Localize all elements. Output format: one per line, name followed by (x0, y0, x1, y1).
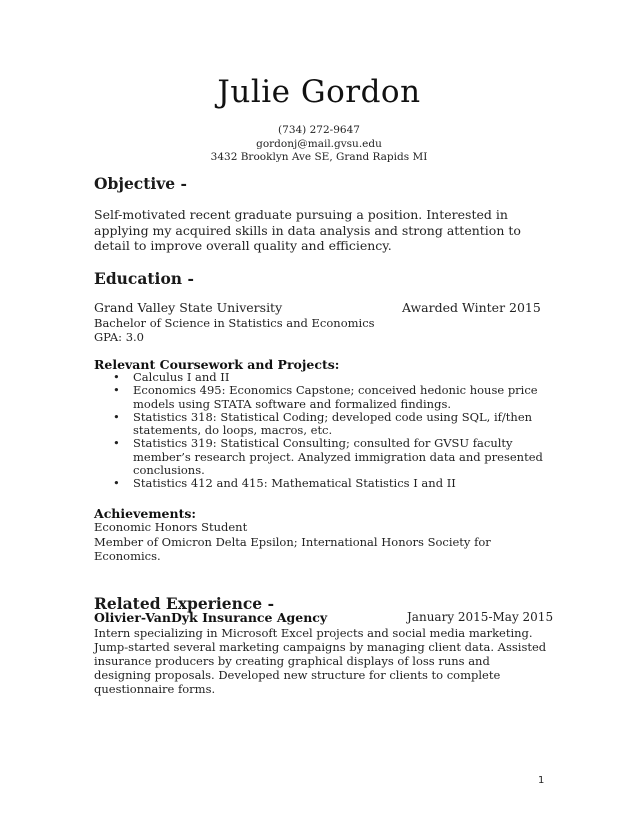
objective-heading: Objective - (94, 174, 187, 193)
objective-line: Self-motivated recent graduate pursuing a position. Interested in (94, 207, 508, 222)
coursework-line: • Statistics 319: Statistical Consulting; consulted for GVSU faculty (133, 436, 513, 451)
coursework-line: • Statistics 318: Statistical Coding; developed code using SQL, if/then (133, 409, 533, 424)
employment-dates: January 2015-May 2015 (407, 610, 554, 624)
award-date: Awarded Winter 2015 (402, 300, 541, 315)
coursework-item (112, 437, 552, 477)
coursework-line: • Statistics 412 and 415: Mathematical Statistics I and II (133, 476, 456, 491)
school-name: Grand Valley State University (94, 300, 283, 315)
coursework-line: models using STATA software and formalized findings. (133, 396, 451, 411)
coursework-item (112, 411, 552, 438)
coursework-line: statements, do loops, macros, etc. (133, 423, 333, 438)
coursework-line: member’s research project. Analyzed immigration data and presented (133, 449, 543, 464)
coursework-list (112, 371, 552, 491)
coursework-item (112, 371, 552, 384)
coursework-line: conclusions. (133, 463, 205, 478)
education-heading: Education - (94, 269, 194, 288)
achievement-line: Economic Honors Student (94, 520, 248, 534)
coursework-line: • Calculus I and II (133, 370, 230, 384)
home-address: 3432 Brooklyn Ave SE, Grand Rapids MI (210, 151, 428, 163)
email-address: gordonj@mail.gvsu.edu (256, 138, 382, 150)
achievement-line: Member of Omicron Delta Epsilon; International Honors Society for (94, 535, 491, 549)
experience-line: questionnaire forms. (94, 682, 216, 696)
gpa: GPA: 3.0 (94, 330, 144, 344)
page-number: 1 (538, 775, 545, 786)
experience-line: Jump-started several marketing campaigns by managing client data. Assisted (94, 640, 547, 654)
coursework-item (112, 477, 552, 490)
experience-line: designing proposals. Developed new structure for clients to complete (94, 668, 501, 682)
company-name: Olivier-VanDyk Insurance Agency (94, 610, 328, 625)
experience-line: insurance producers by creating graphical displays of loss runs and (94, 654, 490, 668)
degree: Bachelor of Science in Statistics and Economics (94, 316, 375, 330)
objective-line: detail to improve overall quality and efficiency. (94, 238, 392, 253)
experience-heading: Related Experience - (94, 594, 274, 613)
candidate-name: Julie Gordon (217, 74, 421, 110)
achievements-heading: Achievements: (94, 506, 197, 521)
experience-line: Intern specializing in Microsoft Excel projects and social media marketing. (94, 626, 533, 640)
objective-line: applying my acquired skills in data analysis and strong attention to (94, 223, 521, 238)
coursework-line: • Economics 495: Economics Capstone; conceived hedonic house price (133, 383, 538, 398)
phone-number: (734) 272-9647 (278, 124, 360, 136)
coursework-heading: Relevant Coursework and Projects: (94, 357, 340, 372)
achievement-line: Economics. (94, 549, 161, 563)
coursework-item (112, 384, 552, 411)
